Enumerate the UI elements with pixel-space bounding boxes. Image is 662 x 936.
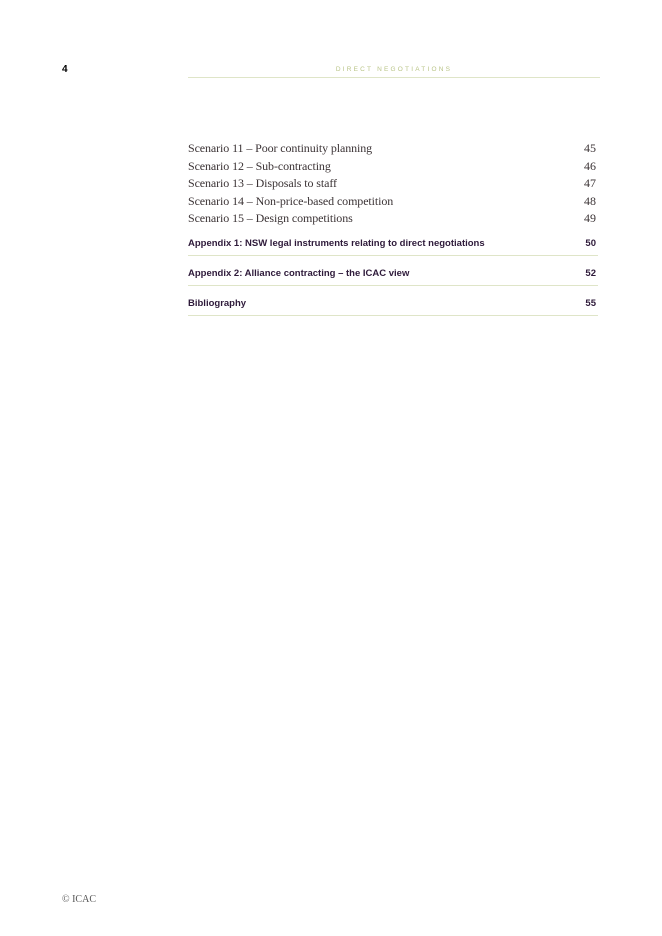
toc-entry-label: Bibliography: [188, 297, 247, 309]
table-of-contents: [188, 141, 598, 316]
toc-entry-scenario-12[interactable]: [188, 159, 598, 177]
toc-entry-page: 55: [585, 297, 596, 309]
footer-copyright: © ICAC: [62, 894, 96, 905]
toc-entry-scenario-15[interactable]: [188, 211, 598, 229]
toc-entry-scenario-14[interactable]: [188, 194, 598, 212]
toc-entry-bibliography[interactable]: [188, 293, 598, 316]
toc-entry-page: 52: [585, 267, 596, 279]
toc-entry-label: Appendix 2: Alliance contracting – the ICAC view: [188, 267, 410, 279]
toc-entry-scenario-13[interactable]: [188, 176, 598, 194]
toc-entry-label: Appendix 1: NSW legal instruments relating to direct negotiations: [188, 237, 485, 249]
toc-entry-label: Scenario 15 – Design competitions: [188, 211, 353, 226]
toc-entry-page: 50: [585, 237, 596, 249]
toc-entry-appendix-1[interactable]: [188, 233, 598, 256]
toc-entry-appendix-2[interactable]: [188, 263, 598, 286]
header-divider: [188, 77, 600, 78]
running-header-title: DIRECT NEGOTIATIONS: [335, 66, 453, 73]
toc-entry-label: Scenario 11 – Poor continuity planning: [188, 141, 373, 155]
toc-entry-label: Scenario 14 – Non-price-based competition: [188, 193, 394, 208]
toc-entry-page: 49: [584, 211, 596, 226]
toc-entry-label: Scenario 13 – Disposals to staff: [188, 176, 337, 191]
toc-entry-page: 48: [584, 193, 596, 208]
toc-entry-scenario-11[interactable]: [188, 141, 598, 159]
toc-entry-label: Scenario 12 – Sub-contracting: [188, 158, 331, 173]
page-number: 4: [62, 64, 68, 75]
toc-entry-page: 46: [584, 158, 596, 173]
toc-entry-page: 47: [584, 176, 596, 191]
toc-entry-page: 45: [584, 141, 596, 155]
